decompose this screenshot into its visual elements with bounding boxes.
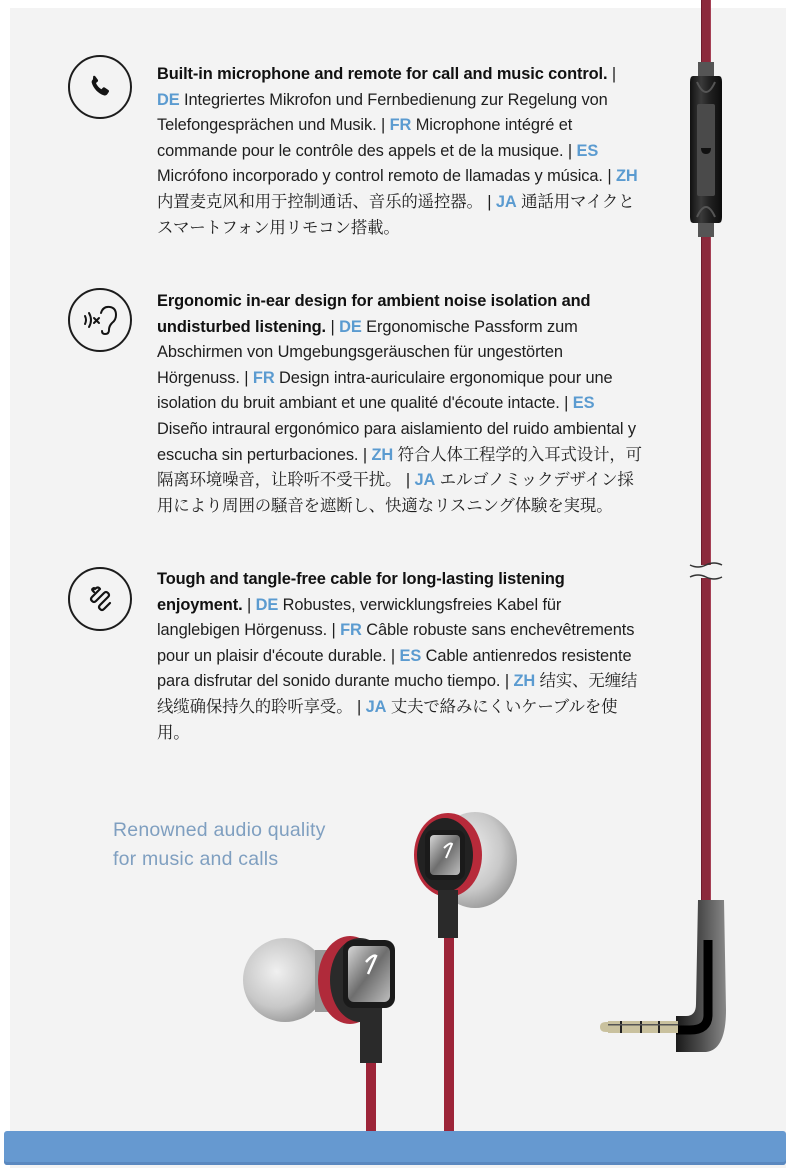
translation-zh: 结实、无缠结线缆确保持久的聆听享受。 — [157, 672, 638, 716]
translation-ja: 丈夫で絡みにくいケーブルを使用。 — [157, 697, 618, 742]
translation-fr: Design intra-auriculaire ergonomique pour une isolation du bruit ambiant et une qualité d'écoute intacte. — [157, 368, 613, 413]
feature-description: Built-in microphone and remote for call and music control. | DE Integriertes Mikrofon und Fernbedienung zur Regelung von Telefongesprächen und Musik. | FR Microphone intégré et commande pour le contrôle des appels et de la musique. | ES Micrófono incorporado y control remoto de llamadas y música. | ZH 内置麦克风和用于控制通话、音乐的遥控器。 | JA 通話用マイクとスマートフォン用リモコン搭載。 — [157, 65, 638, 237]
lang-code-ja: JA — [414, 471, 436, 490]
lang-code-de: DE — [255, 595, 279, 614]
translation-ja: 通話用マイクとスマートフォン用リモコン搭載。 — [157, 192, 635, 237]
translation-zh: 内置麦克风和用于控制通话、音乐的遥控器。 — [157, 192, 483, 211]
lang-code-es: ES — [572, 394, 595, 413]
translation-zh: 符合人体工程学的入耳式设计，可隔离环境噪音，让聆听不受干扰。 — [157, 445, 642, 490]
feature-headline: Built-in microphone and remote for call and music control. — [157, 65, 608, 83]
cable-break-marks — [688, 560, 724, 582]
tagline: Renowned audio quality for music and calls — [113, 819, 326, 870]
translation-es: Cable antienredos resistente para disfrutar del sonido durante mucho tiempo. — [157, 646, 632, 691]
lang-code-zh: ZH — [615, 167, 638, 186]
bottom-color-bar — [4, 1131, 786, 1165]
lang-code-es: ES — [399, 646, 422, 665]
lang-code-ja: JA — [495, 192, 517, 211]
ear-noise-isolation-icon — [68, 288, 132, 352]
lang-code-fr: FR — [340, 621, 362, 640]
inline-remote-control — [685, 62, 727, 237]
translation-es: Micrófono incorporado y control remoto de llamadas y música. — [157, 167, 603, 186]
translation-de: Ergonomische Passform zum Abschirmen von Umgebungsgeräuschen für ungestörten Hörgenuss. — [157, 317, 578, 387]
feature-description: Tough and tangle-free cable for long-lasting listening enjoyment. | DE Robustes, verwicklungsfreies Kabel für langlebigen Hörgenuss. | FR Câble robuste sans enchevêtrements pour un plaisir d'écoute durable. | ES Cable antienredos resistente para disfrutar del sonido durante mucho tiempo. | ZH 结实、无缠结线缆确保持久的聆听享受。 | JA 丈夫で絡みにくいケーブルを使用。 — [157, 570, 638, 742]
lang-code-fr: FR — [252, 368, 275, 387]
feature-headline: Tough and tangle-free cable for long-lasting listening enjoyment. — [157, 570, 565, 614]
translation-es: Diseño intraural ergonómico para aislamiento del ruido ambiental y escucha sin perturbaciones. — [157, 419, 637, 464]
in-ear-earphones — [240, 800, 520, 1135]
lang-code-de: DE — [339, 317, 362, 336]
cable-lower — [701, 578, 711, 908]
lang-code-zh: ZH — [513, 672, 536, 691]
lang-code-es: ES — [576, 141, 599, 160]
feature-description: Ergonomic in-ear design for ambient noise isolation and undisturbed listening. | DE Ergonomische Passform zum Abschirmen von Umgebungsgeräuschen für ungestörten Hörgenuss. | FR Design intra-auriculaire ergonomique pour une isolation du bruit ambiant et une qualité d'écoute intacte. | ES Diseño intraural ergonómico para aislamiento del ruido ambiental y escucha sin perturbaciones. | ZH 符合人体工程学的入耳式设计，可隔离环境噪音，让聆听不受干扰。 | JA エルゴノミックデザイン採用により周囲の騒音を遮断し、快適なリスニング体験を実現。 — [157, 292, 642, 515]
phone-icon — [68, 55, 132, 119]
lang-code-fr: FR — [389, 116, 412, 135]
translation-fr: Microphone intégré et commande pour le contrôle des appels et de la musique. — [157, 116, 573, 160]
lang-code-de: DE — [157, 90, 180, 109]
lang-code-ja: JA — [365, 697, 387, 716]
translation-ja: エルゴノミックデザイン採用により周囲の騒音を遮断し、快適なリスニング体験を実現。 — [157, 471, 634, 515]
lang-code-zh: ZH — [371, 445, 394, 464]
translation-de: Integriertes Mikrofon und Fernbedienung zur Regelung von Telefongesprächen und Musik. — [157, 90, 608, 135]
translation-de: Robustes, verwicklungsfreies Kabel für langlebigen Hörgenuss. — [157, 595, 562, 640]
angled-jack-plug — [598, 900, 728, 1070]
tangle-free-cable-icon — [68, 567, 132, 631]
feature-headline: Ergonomic in-ear design for ambient noise isolation and undisturbed listening. — [157, 292, 591, 336]
translation-fr: Câble robuste sans enchevêtrements pour un plaisir d'écoute durable. — [157, 621, 635, 665]
